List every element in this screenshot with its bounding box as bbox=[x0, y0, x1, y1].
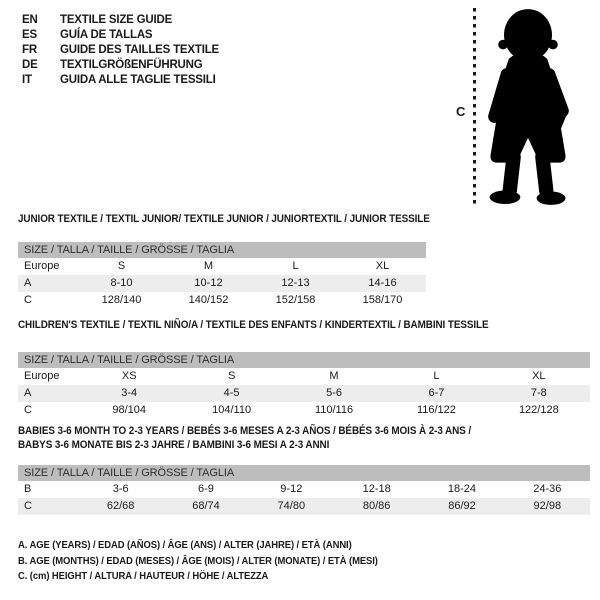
size-cell: 62/68 bbox=[106, 500, 135, 512]
table-title: JUNIOR TEXTILE / TEXTIL JUNIOR/ TEXTILE JUNIOR / JUNIORTEXTIL / JUNIOR TESSILE bbox=[18, 213, 430, 225]
size-cell: 104/110 bbox=[212, 403, 252, 416]
language-code: ES bbox=[22, 29, 37, 41]
language-code: DE bbox=[22, 59, 38, 71]
size-header-bar: SIZE / TALLA / TAILLE / GRÖSSE / TAGLIA bbox=[18, 352, 590, 368]
footnotes bbox=[18, 538, 418, 585]
size-cell: 110/116 bbox=[314, 403, 354, 416]
row-label: Europe bbox=[24, 259, 60, 272]
size-cell: 74/80 bbox=[277, 500, 306, 512]
footnote: C. (cm) HEIGHT / ALTURA / HAUTEUR / HÖHE / ALTEZZA bbox=[18, 570, 269, 582]
toddler-silhouette-icon bbox=[480, 5, 576, 209]
size-cell: 18-24 bbox=[447, 483, 477, 495]
table-title: BABIES 3-6 MONTH TO 2-3 YEARS / BEBÉS 3-6 MESES A 2-3 AÑOS / BÉBÉS 3-6 MOIS À 2-3 ANS / bbox=[18, 425, 471, 437]
size-cell: 92/98 bbox=[533, 500, 562, 512]
guide-title: GUÍA DE TALLAS bbox=[60, 29, 153, 41]
junior-textile-table bbox=[18, 213, 476, 309]
size-cell: 7-8 bbox=[530, 386, 547, 399]
row-label: C bbox=[24, 293, 32, 306]
row-label: B bbox=[24, 483, 32, 495]
guide-title: TEXTILE SIZE GUIDE bbox=[60, 14, 173, 26]
language-list bbox=[22, 13, 219, 88]
size-cell: XL bbox=[375, 259, 390, 272]
size-cell: 6-9 bbox=[198, 483, 214, 495]
language-row bbox=[22, 58, 219, 73]
size-cell: S bbox=[117, 259, 126, 272]
size-cell: 10-12 bbox=[194, 276, 223, 289]
size-cell: XL bbox=[532, 369, 546, 382]
size-cell: 140/152 bbox=[188, 293, 229, 306]
size-cell: 68/74 bbox=[192, 500, 220, 512]
size-cell: M bbox=[203, 259, 214, 272]
size-cell: M bbox=[329, 369, 339, 382]
size-cell: 12-18 bbox=[362, 483, 391, 495]
size-cell: 152/158 bbox=[275, 293, 316, 306]
language-row bbox=[22, 13, 219, 28]
table-row bbox=[18, 498, 590, 515]
row-label: C bbox=[24, 403, 32, 416]
language-row bbox=[22, 43, 219, 58]
height-measure-label: C bbox=[456, 104, 466, 119]
size-header-bar: SIZE / TALLA / TAILLE / GRÖSSE / TAGLIA bbox=[18, 465, 590, 481]
size-cell: S bbox=[227, 369, 236, 382]
size-cell: 3-6 bbox=[112, 483, 129, 495]
language-code: EN bbox=[22, 14, 38, 26]
guide-title: GUIDE DES TAILLES TEXTILE bbox=[60, 44, 219, 56]
height-dashed-line bbox=[473, 8, 476, 206]
size-cell: L bbox=[292, 259, 299, 272]
table-row bbox=[18, 368, 590, 385]
size-cell: L bbox=[433, 369, 440, 382]
table-title: BABYS 3-6 MONATE BIS 2-3 JAHRE / BAMBINI 3-6 MESI A 2-3 ANNI bbox=[18, 438, 330, 451]
row-label: A bbox=[24, 386, 32, 399]
row-label: C bbox=[24, 500, 32, 512]
row-label: A bbox=[24, 276, 32, 289]
size-cell: 4-5 bbox=[223, 386, 240, 399]
table-row bbox=[18, 258, 426, 275]
size-cell: 116/122 bbox=[416, 403, 456, 416]
language-row bbox=[22, 28, 219, 43]
size-cell: 80/86 bbox=[362, 500, 391, 512]
size-cell: 158/170 bbox=[362, 293, 403, 306]
guide-title: GUIDA ALLE TAGLIE TESSILI bbox=[60, 74, 216, 86]
table-row bbox=[18, 275, 426, 292]
row-label: Europe bbox=[24, 369, 60, 382]
table-row bbox=[18, 385, 590, 402]
language-code: IT bbox=[22, 74, 32, 86]
size-cell: 128/140 bbox=[101, 293, 142, 306]
size-cell: 86/92 bbox=[448, 500, 476, 512]
guide-title: TEXTILGRÖßENFÜHRUNG bbox=[60, 59, 203, 71]
table-row bbox=[18, 402, 590, 419]
size-cell: 14-16 bbox=[368, 276, 397, 289]
language-code: FR bbox=[22, 44, 37, 56]
size-cell: 3-4 bbox=[121, 386, 138, 399]
language-row bbox=[22, 73, 219, 88]
table-row bbox=[18, 292, 426, 309]
size-cell: XS bbox=[121, 369, 137, 382]
babies-textile-table bbox=[18, 425, 590, 515]
size-cell: 98/104 bbox=[112, 403, 147, 416]
size-cell: 5-6 bbox=[326, 386, 342, 399]
size-header-bar: SIZE / TALLA / TAILLE / GRÖSSE / TAGLIA bbox=[18, 242, 426, 258]
size-cell: 6-7 bbox=[428, 386, 445, 399]
size-cell: 12-13 bbox=[281, 276, 310, 289]
footnote: A. AGE (YEARS) / EDAD (AÑOS) / ÂGE (ANS) / ALTER (JAHRE) / ETÀ (ANNI) bbox=[18, 539, 352, 551]
size-cell: 122/128 bbox=[518, 403, 559, 416]
size-cell: 9-12 bbox=[280, 483, 303, 495]
childrens-textile-table bbox=[18, 319, 590, 419]
table-row bbox=[18, 481, 590, 498]
size-cell: 8-10 bbox=[110, 276, 133, 289]
footnote: B. AGE (MONTHS) / EDAD (MESES) / ÂGE (MOIS) / ALTER (MONATE) / ETÀ (MESI) bbox=[18, 554, 378, 567]
size-cell: 24-36 bbox=[533, 483, 562, 495]
table-title: CHILDREN'S TEXTILE / TEXTIL NIÑO/A / TEXTILE DES ENFANTS / KINDERTEXTIL / BAMBINI TESSILE bbox=[18, 319, 489, 331]
